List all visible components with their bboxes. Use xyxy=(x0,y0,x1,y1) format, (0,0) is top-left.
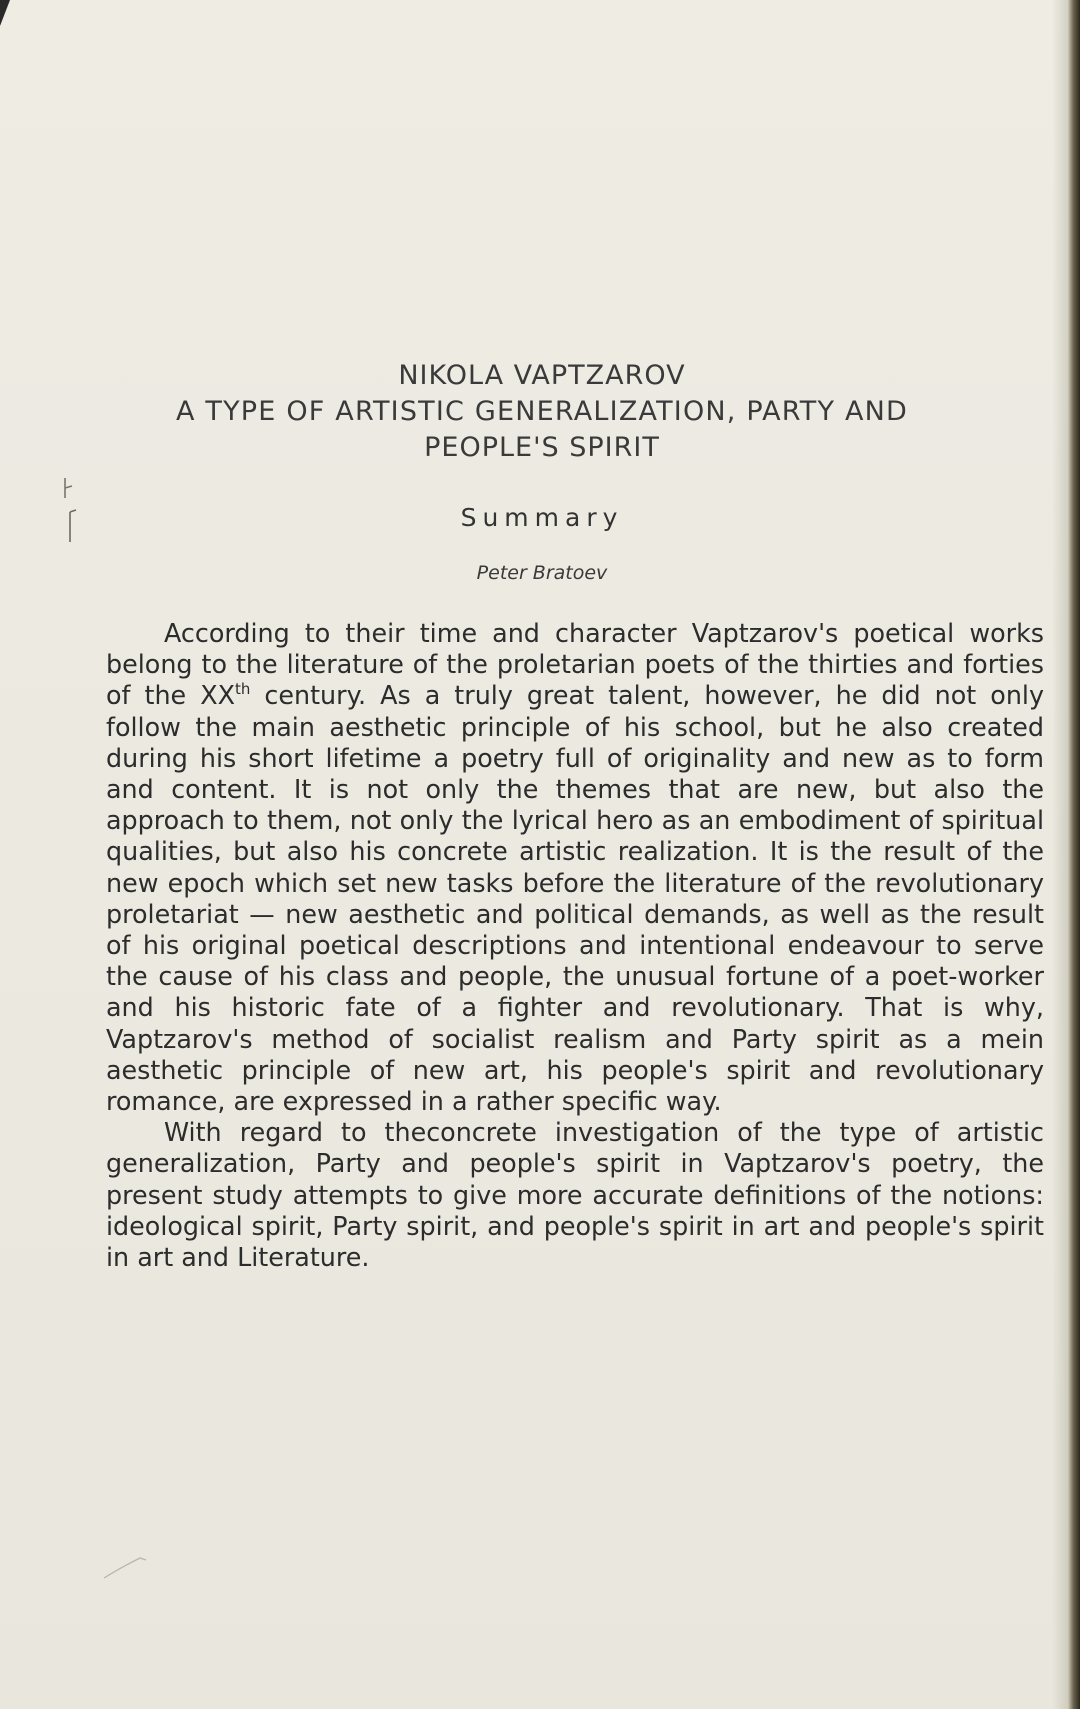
summary-paragraph-2: With regard to theconcrete investigation of the type of artistic generalization, Party and people's spirit in Vaptzarov's poetry, the present study attempts to give more accurate definitions of the notions: ideological spirit, Party spirit, and people's spirit in art and people's spirit in art and Literature. xyxy=(106,1117,1044,1273)
summary-body xyxy=(106,618,1044,1273)
article-title-subtitle-line-2: PEOPLE'S SPIRIT xyxy=(424,432,660,463)
pencil-stroke-mark xyxy=(100,1552,160,1582)
summary-paragraph-1 xyxy=(106,618,1044,1117)
paragraph-1-text-end: century. As a truly great talent, however, he did not only follow the main aesthetic principle of his school, but he also created during his short lifetime a poetry full of originality and new as to form and content. It is not only the themes that are new, but also the approach to them, not only the lyrical hero as an embodiment of spiritual qualities, but also his concrete artistic realization. It is the result of the new epoch which set new tasks before the literature of the revolutionary proletariat — new aesthetic and political demands, as well as the result of his original poetical descriptions and intentional endeavour to serve the cause of his class and people, the unusual fortune of a poet-worker and his historic fate of a fighter and revolutionary. That is why, Vaptzarov's method of socialist realism and Party spirit as a mein aesthetic principle of new art, his people's spirit and revolutionary romance, are expressed in a rather specific way. xyxy=(106,680,1044,1117)
author-name: Peter Bratoev xyxy=(476,562,608,584)
article-title-subtitle-line-1: A TYPE OF ARTISTIC GENERALIZATION, PARTY AND xyxy=(175,396,909,427)
paragraph-1-text-start: According to their time and character Vaptzarov's poetical works belong to the literature of the proletarian poets of the thirties and forties of the XX xyxy=(106,618,1044,711)
superscript-th: th xyxy=(235,680,251,699)
article-title-name: NIKOLA VAPTZAROV xyxy=(398,360,686,391)
page-right-edge xyxy=(1068,0,1080,1709)
page-binding-shadow xyxy=(1052,0,1068,1709)
page-corner-mark xyxy=(0,0,10,26)
section-label-summary: Summary xyxy=(460,503,624,532)
